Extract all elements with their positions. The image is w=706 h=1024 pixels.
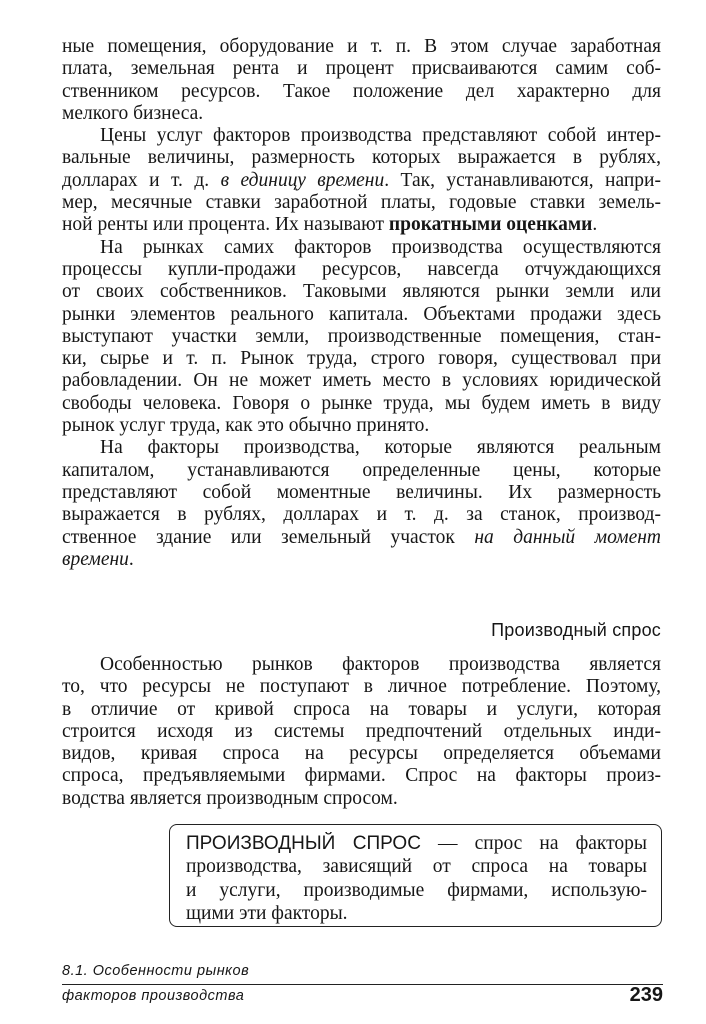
text-line [62,482,661,504]
text-run: процессы купли-продажи ресурсов, навсегда отчуждающихся [62,258,661,280]
text-run: рынок услуг труда, как это обычно принято. [62,415,430,437]
text-run: выступают участки земли, производственные помещения, стан- [62,325,661,347]
text-line [62,460,661,482]
text-line [62,549,661,571]
text-line [62,103,661,125]
text-run: то, что ресурсы не поступают в личное потребление. Поэтому, [62,676,661,698]
paragraph [186,832,647,925]
text-run: На факторы производства, которые являются реальным [100,437,661,459]
text-line [62,58,661,80]
text-run: свободы человека. Говоря о рынке труда, мы будем иметь в виду [62,392,661,414]
text-line [62,765,661,787]
text-run: щими эти факторы. [186,902,348,924]
text-run: водства является производным спросом. [62,787,398,809]
text-line [62,527,661,549]
text-run: ственное здание или земельный участок [62,526,475,548]
text-line [62,125,661,147]
text-line [62,259,661,281]
text-run: выражается в рублях, долларах и т. д. за станок, производ- [62,504,661,526]
running-footer-line-1: 8.1. Особенности рынков [62,963,250,979]
text-run: долларах и т. д. [62,169,221,191]
text-line [62,192,661,214]
text-run: мелкого бизнеса. [62,102,204,124]
text-run: производства, зависящий от спроса на товары [186,856,647,878]
text-run: ной ренты или процента. Их называют [62,214,389,236]
text-run: . [592,214,598,236]
definition-box [169,824,662,927]
text-line [62,721,661,743]
text-line [186,855,647,878]
text-run: представляют собой моментные величины. Их размерность [62,481,661,503]
text-run: ственником ресурсов. Такое положение дел характерно для [62,80,661,102]
definition-text [186,832,647,925]
text-line [62,237,661,259]
italic-text: на данный момент [474,526,661,548]
text-run: ные помещения, оборудование и т. п. В этом случае заработная [62,36,661,57]
text-line [62,81,661,103]
text-line [62,699,661,721]
text-line [62,654,661,676]
text-run: Цены услуг факторов производства представляют собой интер- [100,125,661,147]
text-line [62,504,661,526]
paragraph [62,654,661,810]
text-line [62,170,661,192]
text-run: рынки элементов реального капитала. Объектами продажи здесь [62,303,661,325]
text-run: от своих собственников. Таковыми являются рынки земли или [62,281,661,303]
text-run: видов, кривая спроса на ресурсы определяется объемами [62,743,661,765]
text-run: вальные величины, размерность которых выражается в рублях, [62,147,661,169]
running-footer-line-2: факторов производства [62,988,245,1004]
text-line [186,879,647,902]
section-heading: Производный спрос [491,620,661,640]
text-line [62,788,661,810]
body-text-bottom [62,654,661,810]
text-line [62,214,661,236]
text-run: — спрос на факторы [420,833,647,854]
text-run: мер, месячные ставки заработной платы, годовые ставки земель- [62,192,661,214]
defined-term: ПРОИЗВОДНЫЙ СПРОС [186,833,421,854]
text-line [62,415,661,437]
body-text-top [62,36,661,571]
text-run: рабовладении. Он не может иметь место в условиях юридической [62,370,661,392]
text-line [62,304,661,326]
text-run: ки, сырье и т. п. Рынок труда, строго говоря, существовал при [62,348,661,370]
text-line [62,281,661,303]
page-number: 239 [629,984,663,1006]
text-run: Особенностью рынков факторов производства является [100,654,661,675]
text-line [62,147,661,169]
text-line [62,326,661,348]
text-line [62,437,661,459]
paragraph [62,437,661,571]
text-run: . Так, устанавливаются, напри- [384,169,661,191]
text-line [62,393,661,415]
text-run: . [128,548,134,570]
text-run: и услуги, производимые фирмами, использую- [186,879,647,901]
italic-text: времени [62,548,129,570]
bold-term: прокатными оценками [388,214,593,236]
paragraph [62,36,661,125]
text-line [62,370,661,392]
text-line [62,348,661,370]
text-line [62,36,661,58]
paragraph [62,237,661,438]
text-run: На рынках самих факторов производства осуществляются [100,236,661,258]
paragraph [62,125,661,236]
text-run: спроса, предъявляемыми фирмами. Спрос на факторы произ- [62,765,661,787]
page-footer [62,960,663,1007]
text-run: строится исходя из системы предпочтений отдельных инди- [62,720,661,742]
text-line [186,902,647,925]
text-line [62,743,661,765]
italic-text: в единицу времени [220,169,385,191]
text-line [62,676,661,698]
text-run: в отличие от кривой спроса на товары и услуги, которая [62,698,661,720]
text-run: капиталом, устанавливаются определенные цены, которые [62,459,661,481]
text-line [186,832,647,855]
text-run: плата, земельная рента и процент присваиваются самим соб- [62,58,661,80]
